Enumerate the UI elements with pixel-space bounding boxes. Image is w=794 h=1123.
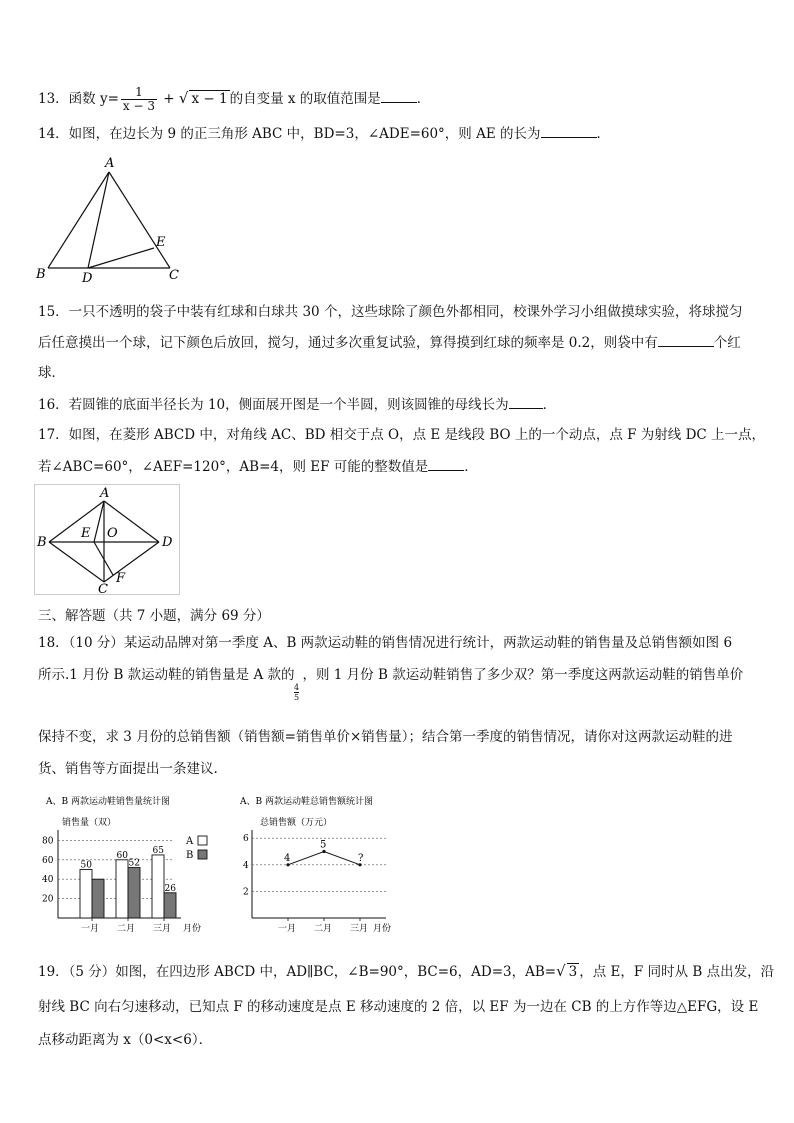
- legend-swatch: [198, 836, 207, 845]
- q15-line2-a: 后任意摸出一个球，记下颜色后放回，搅匀，通过多次重复试验，算得摸到红球的频率是 0.2，则袋中有: [38, 335, 658, 351]
- side-ab: [48, 172, 109, 268]
- chart-title: A、B 两款运动鞋总销售额统计图: [240, 797, 373, 807]
- label-a: A: [100, 486, 110, 501]
- q18-line2-a: 所示.1 月份 B 款运动鞋的销售量是 A 款的: [38, 667, 295, 683]
- y-tick-label: 2: [243, 887, 249, 898]
- q16-line: [38, 394, 556, 415]
- y-tick-label: 20: [42, 894, 54, 905]
- radical-sign: √: [556, 962, 566, 980]
- q14-triangle-figure: [34, 154, 194, 284]
- q16-end: ．: [542, 397, 557, 413]
- data-label: 4: [284, 852, 291, 864]
- bar-b: [128, 868, 140, 918]
- side-dc: [104, 542, 159, 582]
- bar-a: [80, 870, 92, 919]
- q13-suffix: 的自变量 x 的取值范围是: [229, 91, 381, 107]
- radical-sign: √: [178, 89, 189, 107]
- q16-text: 16．若圆锥的底面半径长为 10，侧面展开图是一个半圆，则该圆锥的母线长为: [38, 397, 509, 413]
- y-tick-label: 40: [42, 875, 54, 886]
- y-axis-label: 销售量（双）: [62, 818, 117, 828]
- section-title: 三、解答题（共 7 小题，满分 69 分）: [38, 608, 270, 624]
- label-a: A: [105, 156, 115, 171]
- q13-frac-den: x − 3: [122, 99, 156, 113]
- data-label: 50: [80, 860, 92, 871]
- x-tick-label: 二月: [117, 924, 136, 934]
- data-label: 65: [152, 845, 164, 856]
- label-o: O: [107, 526, 118, 541]
- sales-volume-bar-chart: [36, 792, 226, 942]
- q13-plus: +: [159, 91, 179, 107]
- q15-line3: 球．: [38, 365, 65, 381]
- chart-title: A、B 两款运动鞋销售量统计图: [46, 797, 170, 807]
- y-axis-label: 总销售额（万元）: [260, 818, 333, 828]
- q18-frac-num: 4: [294, 683, 300, 692]
- label-c: C: [98, 582, 108, 596]
- q18-line2-b: ，则 1 月份 B 款运动鞋销售了多少双？第一季度这两款运动鞋的销售单价: [302, 667, 744, 683]
- q15-line2: [38, 332, 741, 353]
- q13-frac-num: 1: [121, 86, 157, 100]
- x-tick-label: 一月: [81, 924, 100, 934]
- q18-fraction: [294, 683, 299, 702]
- bar-a: [116, 860, 128, 918]
- bar-a: [152, 855, 164, 918]
- x-tick-label: 二月: [314, 924, 333, 934]
- q19-line1: [38, 961, 774, 982]
- label-e: E: [81, 526, 91, 541]
- q18-line1: 18．（10 分）某运动品牌对第一季度 A、B 两款运动鞋的销售情况进行统计，两款运动鞋的销售量及总销售额如图 6: [38, 635, 733, 651]
- q18-line4: 货、销售等方面提出一条建议.: [38, 761, 218, 777]
- q17-rhombus-figure: [34, 484, 184, 596]
- q13-line: [38, 86, 430, 113]
- side-bc: [49, 542, 104, 582]
- q19-line1-b: ，点 E，F 同时从 B 点出发，沿: [579, 964, 775, 980]
- data-label: ?: [358, 852, 364, 864]
- q19-line1-a: 19．（5 分）如图，在四边形 ABCD 中，AD∥BC，∠B=90°，BC=6，AD=3，AB=: [38, 964, 557, 980]
- label-d: D: [162, 535, 173, 550]
- q15-line1: 15．一只不透明的袋子中装有红球和白球共 30 个，这些球除了颜色外都相同，校课外学习小组做摸球实验，将球搅匀: [38, 304, 743, 320]
- q15-line2-b: 个红: [713, 335, 741, 351]
- q13-fraction: [121, 86, 157, 113]
- q13-sqrt-body: x − 1: [191, 91, 228, 107]
- answer-blank[interactable]: [509, 394, 543, 409]
- total-sales-line-chart: [238, 792, 398, 942]
- x-axis-label: 月份: [373, 924, 392, 934]
- label-c: C: [169, 268, 179, 283]
- q14-line: [38, 123, 610, 144]
- label-f: F: [116, 571, 126, 586]
- segment-de: [88, 248, 154, 268]
- q17-line1: 17．如图，在菱形 ABCD 中，对角线 AC、BD 相交于点 O，点 E 是线段 BO 上的一个动点，点 F 为射线 DC 上一点，: [38, 427, 766, 443]
- q18-frac-den: 5: [294, 693, 300, 702]
- legend-label: B: [186, 850, 194, 861]
- q13-end: ．: [416, 91, 431, 107]
- y-tick-label: 6: [243, 834, 249, 845]
- segment-ad: [88, 172, 109, 268]
- q14-text: 14．如图，在边长为 9 的正三角形 ABC 中，BD=3，∠ADE=60°，则 AE 的长为: [38, 126, 541, 142]
- side-ac: [109, 172, 170, 268]
- legend-label: A: [186, 836, 194, 847]
- bar-b: [92, 879, 104, 918]
- label-b: B: [36, 267, 46, 282]
- q14-end: ．: [596, 126, 610, 142]
- answer-blank[interactable]: [541, 123, 597, 138]
- legend-swatch: [198, 850, 207, 859]
- data-label: 60: [116, 850, 128, 861]
- x-axis-label: 月份: [183, 924, 202, 934]
- label-e: E: [156, 235, 166, 250]
- answer-blank[interactable]: [428, 456, 464, 471]
- data-label: 26: [164, 883, 176, 894]
- bar-b: [164, 893, 176, 918]
- answer-blank[interactable]: [658, 332, 714, 347]
- q18-line3: 保持不变，求 3 月份的总销售额（销售额=销售单价×销售量）；结合第一季度的销售情况，请你对这两款运动鞋的进: [38, 729, 733, 745]
- q19-sqrt-body: 3: [568, 964, 578, 980]
- q18-line2: [38, 665, 743, 685]
- y-tick-label: 80: [42, 836, 54, 847]
- y-tick-label: 60: [42, 855, 54, 866]
- q17-end: ．: [464, 459, 478, 475]
- label-d: D: [82, 271, 93, 284]
- x-tick-label: 三月: [153, 924, 172, 934]
- y-tick-label: 4: [243, 860, 249, 871]
- q17-line2-text: 若∠ABC=60°，∠AEF=120°，AB=4，则 EF 可能的整数值是: [38, 459, 429, 475]
- series-line: [288, 852, 360, 865]
- x-tick-label: 一月: [278, 924, 297, 934]
- q19-line3: 点移动距离为 x（0<x<6）．: [38, 1032, 213, 1048]
- q19-line2: 射线 BC 向右匀速移动，已知点 F 的移动速度是点 E 移动速度的 2 倍，以 EF 为一边在 CB 的上方作等边△EFG，设 E: [38, 999, 759, 1015]
- answer-blank[interactable]: [381, 88, 417, 103]
- q13-prefix: 13．函数 y=: [38, 91, 119, 107]
- q17-line2: [38, 456, 478, 477]
- data-label: 5: [320, 839, 327, 851]
- label-b: B: [37, 535, 47, 550]
- x-tick-label: 三月: [350, 924, 369, 934]
- data-label: 52: [128, 858, 140, 869]
